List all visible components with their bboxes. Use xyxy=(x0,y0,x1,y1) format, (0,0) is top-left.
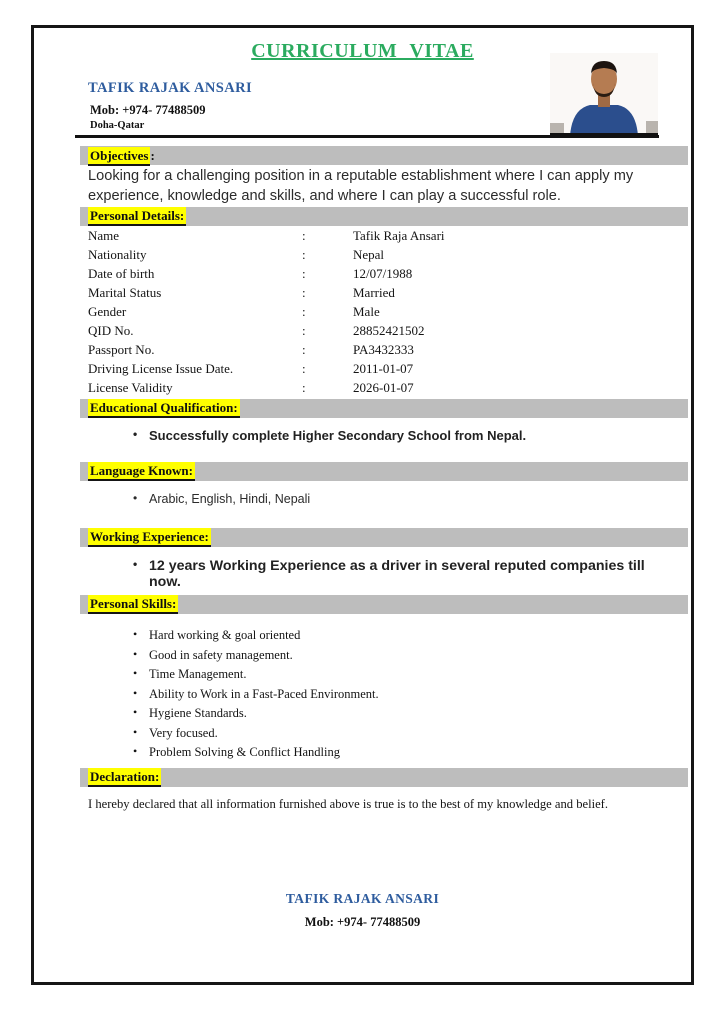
skill-item xyxy=(133,626,633,646)
experience-heading: Working Experience: xyxy=(88,528,211,547)
skill-item-text: Good in safety management. xyxy=(149,647,293,662)
footer-mobile: Mob: +974- 77488509 xyxy=(304,915,421,929)
detail-value: Nepal xyxy=(353,247,385,262)
declaration-text: I hereby declared that all information furnished above is true is to the best of my knowledge and belief. xyxy=(88,797,609,811)
bullet-icon: • xyxy=(133,491,138,505)
skill-item xyxy=(133,665,633,685)
bullet-icon: • xyxy=(133,666,138,680)
detail-row xyxy=(88,226,668,245)
personal-details-table xyxy=(88,226,668,397)
bullet-icon: • xyxy=(133,724,138,739)
candidate-mobile: Mob: +974- 77488509 xyxy=(90,103,206,117)
cv-page xyxy=(31,25,694,985)
languages-item-text: Arabic, English, Hindi, Nepali xyxy=(149,492,311,506)
education-list xyxy=(133,428,653,443)
portrait-photo-illustration xyxy=(550,53,658,136)
skill-item-text: Problem Solving & Conflict Handling xyxy=(149,745,340,759)
detail-label: Nationality xyxy=(88,247,147,262)
experience-item-text: 12 years Working Experience as a driver in several reputed companies till now. xyxy=(149,558,645,590)
languages-list xyxy=(133,492,653,506)
section-bar-declaration xyxy=(80,768,688,787)
detail-row xyxy=(88,264,668,283)
detail-separator: : xyxy=(302,323,306,338)
detail-separator: : xyxy=(302,380,306,395)
skill-item xyxy=(133,704,633,724)
detail-value: Male xyxy=(353,304,380,319)
experience-list xyxy=(133,558,678,590)
detail-separator: : xyxy=(302,361,306,376)
bullet-icon: • xyxy=(133,646,138,661)
skill-item-text: Time Management. xyxy=(149,667,247,681)
personal-details-heading: Personal Details: xyxy=(88,207,186,226)
detail-label: Marital Status xyxy=(88,285,162,300)
detail-row xyxy=(88,321,668,340)
detail-value: Tafik Raja Ansari xyxy=(353,228,445,243)
section-bar-education xyxy=(80,399,688,418)
detail-label: Date of birth xyxy=(88,266,155,281)
skill-item xyxy=(133,724,633,744)
bullet-icon: • xyxy=(133,427,138,441)
objectives-heading-colon: : xyxy=(150,148,155,163)
bullet-icon: • xyxy=(133,685,138,700)
header-divider-line xyxy=(75,135,659,138)
bullet-icon: • xyxy=(133,627,138,641)
bullet-icon: • xyxy=(133,557,138,571)
detail-separator: : xyxy=(302,266,306,281)
skill-item xyxy=(133,646,633,666)
detail-row xyxy=(88,245,668,264)
education-item-text: Successfully complete Higher Secondary School from Nepal. xyxy=(149,428,527,443)
detail-separator: : xyxy=(302,285,306,300)
candidate-name: TAFIK RAJAK ANSARI xyxy=(88,80,253,96)
portrait-photo xyxy=(550,53,658,136)
skill-item-text: Hard working & goal oriented xyxy=(149,628,301,642)
objectives-text: Looking for a challenging position in a reputable establishment where I can apply my experience, knowledge and skills, and where I can play a successful role. xyxy=(88,168,634,204)
detail-separator: : xyxy=(302,304,306,319)
candidate-location: Doha-Qatar xyxy=(90,120,145,131)
detail-separator: : xyxy=(302,247,306,262)
objectives-heading: Objectives xyxy=(88,147,150,166)
detail-value: 2026-01-07 xyxy=(353,380,414,395)
skill-item-text: Hygiene Standards. xyxy=(149,706,247,720)
footer-name: TAFIK RAJAK ANSARI xyxy=(285,891,440,906)
languages-item xyxy=(133,492,653,506)
detail-separator: : xyxy=(302,228,306,243)
skill-item-text: Ability to Work in a Fast-Paced Environment. xyxy=(149,686,379,701)
detail-row xyxy=(88,359,668,378)
section-bar-skills xyxy=(80,595,688,614)
skill-item xyxy=(133,685,633,705)
section-bar-experience xyxy=(80,528,688,547)
education-item xyxy=(133,428,653,443)
detail-row xyxy=(88,378,668,397)
detail-label: Name xyxy=(88,228,120,243)
page-title: CURRICULUM VITAE xyxy=(251,40,474,62)
detail-value: PA3432333 xyxy=(353,342,414,357)
detail-label: Driving License Issue Date. xyxy=(88,361,234,376)
skills-heading: Personal Skills: xyxy=(88,595,178,614)
detail-value: Married xyxy=(353,285,395,300)
languages-heading: Language Known: xyxy=(88,462,195,481)
detail-value: 28852421502 xyxy=(353,323,425,338)
section-bar-personal-details xyxy=(80,207,688,226)
detail-label: License Validity xyxy=(88,380,173,395)
skills-list xyxy=(133,626,633,763)
detail-row xyxy=(88,283,668,302)
detail-label: QID No. xyxy=(88,323,134,338)
bullet-icon: • xyxy=(133,705,138,719)
skill-item-text: Very focused. xyxy=(149,725,218,740)
bullet-icon: • xyxy=(133,744,138,758)
declaration-heading: Declaration: xyxy=(88,768,161,787)
detail-label: Passport No. xyxy=(88,342,155,357)
detail-row xyxy=(88,302,668,321)
section-bar-objectives xyxy=(80,146,688,165)
detail-value: 2011-01-07 xyxy=(353,361,414,376)
detail-value: 12/07/1988 xyxy=(353,266,413,281)
detail-separator: : xyxy=(302,342,306,357)
education-heading: Educational Qualification: xyxy=(88,399,240,418)
detail-row xyxy=(88,340,668,359)
skill-item xyxy=(133,743,633,763)
detail-label: Gender xyxy=(88,304,127,319)
section-bar-languages xyxy=(80,462,688,481)
experience-item xyxy=(133,558,678,590)
